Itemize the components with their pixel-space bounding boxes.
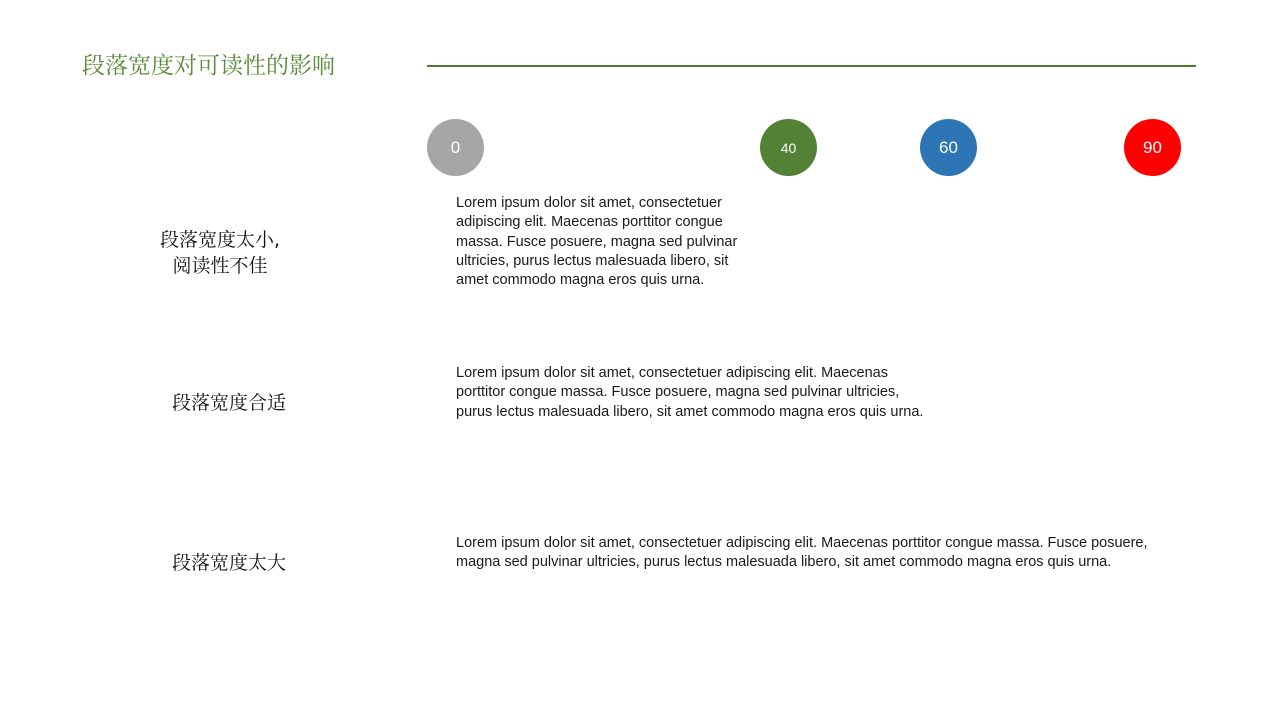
row-label-line: 段落宽度太大	[172, 552, 287, 574]
paragraph-wide: Lorem ipsum dolor sit amet, consectetuer adipiscing elit. Maecenas porttitor congue massa. Fusce posuere, magna sed pulvinar ultricies, purus lectus malesuada libero, sit amet commodo magna eros quis urna.	[456, 535, 1148, 571]
row-label-appropriate	[172, 390, 286, 416]
paragraph-appropriate: Lorem ipsum dolor sit amet, consectetuer adipiscing elit. Maecenas porttitor congue massa. Fusce posuere, magna sed pulvinar ultricies, purus lectus malesuada libero, sit amet commodo magna eros quis urna.	[456, 365, 924, 420]
width-marker-40: 40	[760, 119, 817, 176]
row-label-too-narrow	[160, 227, 280, 279]
row-label-too-wide	[172, 550, 286, 576]
paragraph-narrow: Lorem ipsum dolor sit amet, consectetuer adipiscing elit. Maecenas porttitor congue massa. Fusce posuere, magna sed pulvinar ultricies, purus lectus malesuada libero, sit amet commodo magna eros quis urna.	[456, 195, 738, 289]
slide-title: 段落宽度对可读性的影响	[82, 53, 335, 79]
width-marker-90: 90	[1124, 119, 1181, 176]
row-label-line: 段落宽度太小,	[160, 229, 281, 251]
width-marker-60: 60	[920, 119, 977, 176]
row-label-line: 段落宽度合适	[172, 392, 287, 414]
row-label-line: 阅读性不佳	[172, 255, 268, 277]
title-divider-line	[427, 65, 1196, 67]
width-marker-0: 0	[427, 119, 484, 176]
